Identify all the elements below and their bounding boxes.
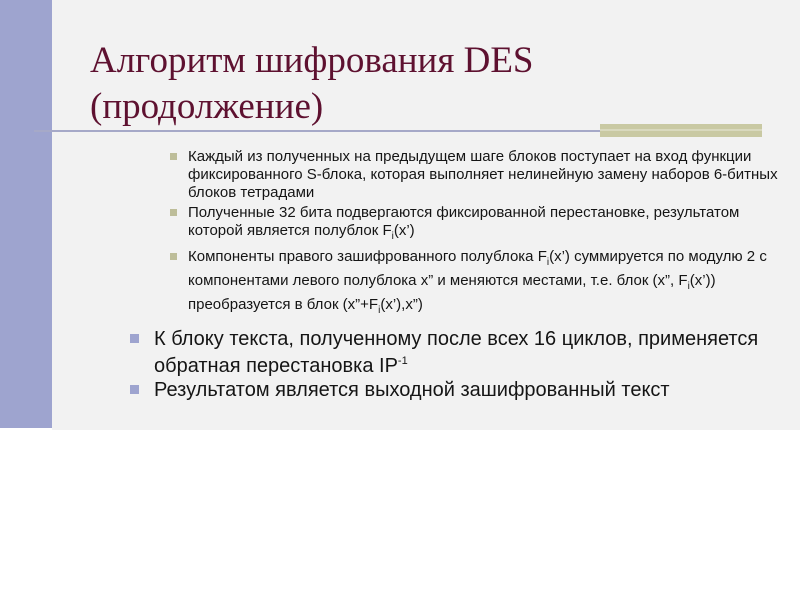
square-bullet-icon — [130, 385, 139, 394]
superscript-exponent: -1 — [397, 355, 408, 367]
square-bullet-icon — [170, 153, 177, 160]
sub-bullet-text — [188, 248, 767, 316]
sub-bullet-item-3 — [170, 248, 790, 320]
subscript-index: i — [687, 281, 690, 292]
subscript-index: i — [378, 305, 381, 316]
slide-title — [90, 38, 534, 130]
sub-bullet-list — [170, 148, 790, 322]
main-bullet-item-1 — [130, 328, 770, 377]
decorative-olive-block — [600, 124, 762, 137]
subscript-index: i — [546, 257, 550, 268]
sub-bullet-text — [188, 204, 740, 242]
text-part: К блоку текста, полученному после всех 16 циклов, применяется обратная перестановка IP — [154, 328, 759, 377]
text-part: Полученные 32 бита подвергаются фиксированной перестановке, результатом которой является полублок F — [188, 204, 740, 239]
sub-bullet-item-2 — [170, 204, 790, 246]
title-line-2: (продолжение) — [90, 86, 324, 127]
main-bullet-text: Результатом является выходной зашифрованный текст — [154, 379, 670, 401]
text-part: Компоненты правого зашифрованного полублока F — [188, 248, 547, 265]
main-bullet-text — [154, 328, 758, 377]
left-accent-bar — [0, 0, 52, 428]
text-part: (x’),x”) — [380, 296, 423, 313]
main-bullet-item-2 — [130, 379, 770, 401]
square-bullet-icon — [130, 334, 139, 343]
text-part: (x’)) преобразуется в блок (x”+F — [188, 272, 716, 313]
square-bullet-icon — [170, 253, 177, 260]
text-part: (x’) — [393, 222, 415, 239]
sub-bullet-item-1 — [170, 148, 790, 202]
subscript-index: i — [391, 231, 394, 242]
main-bullet-list — [130, 328, 770, 403]
square-bullet-icon — [170, 209, 177, 216]
sub-bullet-text: Каждый из полученных на предыдущем шаге блоков поступает на вход функции фиксированного S-блока, которая выполняет нелинейную замену наборов 6-битных блоков тетрадами — [188, 148, 778, 201]
title-line-1: Алгоритм шифрования DES — [90, 40, 534, 81]
text-part: (x’) суммируется по модулю 2 с компонентами левого полублока x” и меняются местами, т.е. блок (x”, F — [188, 248, 767, 289]
